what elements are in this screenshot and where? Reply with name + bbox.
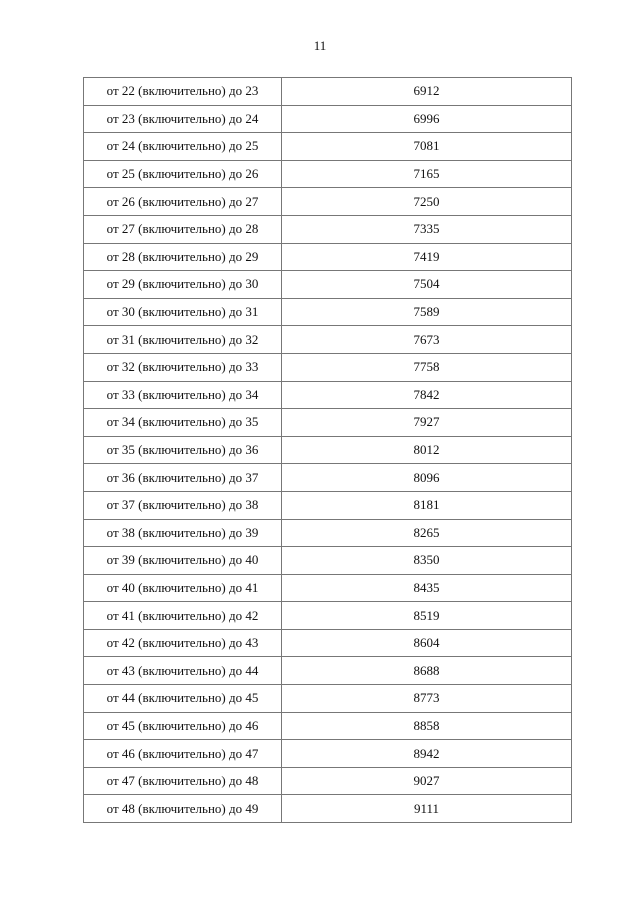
range-cell: от 40 (включительно) до 41: [84, 574, 282, 602]
range-cell: от 22 (включительно) до 23: [84, 78, 282, 106]
value-cell: 7589: [282, 298, 572, 326]
table-row: [84, 133, 572, 161]
range-cell: от 28 (включительно) до 29: [84, 243, 282, 271]
value-cell: 7081: [282, 133, 572, 161]
range-cell: от 33 (включительно) до 34: [84, 381, 282, 409]
table-row: [84, 602, 572, 630]
table-row: [84, 188, 572, 216]
range-cell: от 45 (включительно) до 46: [84, 712, 282, 740]
table-row: [84, 629, 572, 657]
table-row: [84, 491, 572, 519]
value-cell: 7250: [282, 188, 572, 216]
range-cell: от 25 (включительно) до 26: [84, 160, 282, 188]
page-number: 11: [313, 38, 327, 53]
value-cell: 7927: [282, 409, 572, 437]
table-row: [84, 105, 572, 133]
value-cell: 8858: [282, 712, 572, 740]
value-cell: 8181: [282, 491, 572, 519]
range-cell: от 42 (включительно) до 43: [84, 629, 282, 657]
range-cell: от 24 (включительно) до 25: [84, 133, 282, 161]
value-cell: 7335: [282, 215, 572, 243]
range-cell: от 30 (включительно) до 31: [84, 298, 282, 326]
range-cell: от 34 (включительно) до 35: [84, 409, 282, 437]
value-cell: 6912: [282, 78, 572, 106]
range-cell: от 46 (включительно) до 47: [84, 740, 282, 768]
value-cell: 7842: [282, 381, 572, 409]
table-row: [84, 547, 572, 575]
value-cell: 6996: [282, 105, 572, 133]
value-cell: 8265: [282, 519, 572, 547]
range-cell: от 41 (включительно) до 42: [84, 602, 282, 630]
table-row: [84, 243, 572, 271]
table-row: [84, 574, 572, 602]
rate-table: [83, 77, 572, 823]
value-cell: 8688: [282, 657, 572, 685]
range-cell: от 43 (включительно) до 44: [84, 657, 282, 685]
table-row: [84, 767, 572, 795]
value-cell: 7758: [282, 353, 572, 381]
range-cell: от 29 (включительно) до 30: [84, 271, 282, 299]
table-row: [84, 740, 572, 768]
range-cell: от 39 (включительно) до 40: [84, 547, 282, 575]
table-row: [84, 353, 572, 381]
range-cell: от 27 (включительно) до 28: [84, 215, 282, 243]
range-cell: от 48 (включительно) до 49: [84, 795, 282, 823]
table-row: [84, 326, 572, 354]
table-row: [84, 657, 572, 685]
range-cell: от 36 (включительно) до 37: [84, 464, 282, 492]
table-row: [84, 436, 572, 464]
value-cell: 8096: [282, 464, 572, 492]
value-cell: 7165: [282, 160, 572, 188]
range-cell: от 35 (включительно) до 36: [84, 436, 282, 464]
value-cell: 9027: [282, 767, 572, 795]
table-row: [84, 464, 572, 492]
value-cell: 8435: [282, 574, 572, 602]
value-cell: 7504: [282, 271, 572, 299]
table-row: [84, 685, 572, 713]
rate-table-body: [84, 78, 572, 823]
range-cell: от 32 (включительно) до 33: [84, 353, 282, 381]
value-cell: 8604: [282, 629, 572, 657]
value-cell: 8350: [282, 547, 572, 575]
range-cell: от 23 (включительно) до 24: [84, 105, 282, 133]
table-row: [84, 381, 572, 409]
range-cell: от 47 (включительно) до 48: [84, 767, 282, 795]
range-cell: от 37 (включительно) до 38: [84, 491, 282, 519]
range-cell: от 44 (включительно) до 45: [84, 685, 282, 713]
value-cell: 8773: [282, 685, 572, 713]
table-row: [84, 160, 572, 188]
value-cell: 9111: [282, 795, 572, 823]
value-cell: 7419: [282, 243, 572, 271]
value-cell: 8012: [282, 436, 572, 464]
value-cell: 7673: [282, 326, 572, 354]
range-cell: от 31 (включительно) до 32: [84, 326, 282, 354]
range-cell: от 26 (включительно) до 27: [84, 188, 282, 216]
value-cell: 8942: [282, 740, 572, 768]
value-cell: 8519: [282, 602, 572, 630]
table-row: [84, 78, 572, 106]
table-row: [84, 409, 572, 437]
table-row: [84, 215, 572, 243]
table-row: [84, 712, 572, 740]
range-cell: от 38 (включительно) до 39: [84, 519, 282, 547]
table-row: [84, 271, 572, 299]
table-row: [84, 795, 572, 823]
table-row: [84, 519, 572, 547]
table-row: [84, 298, 572, 326]
